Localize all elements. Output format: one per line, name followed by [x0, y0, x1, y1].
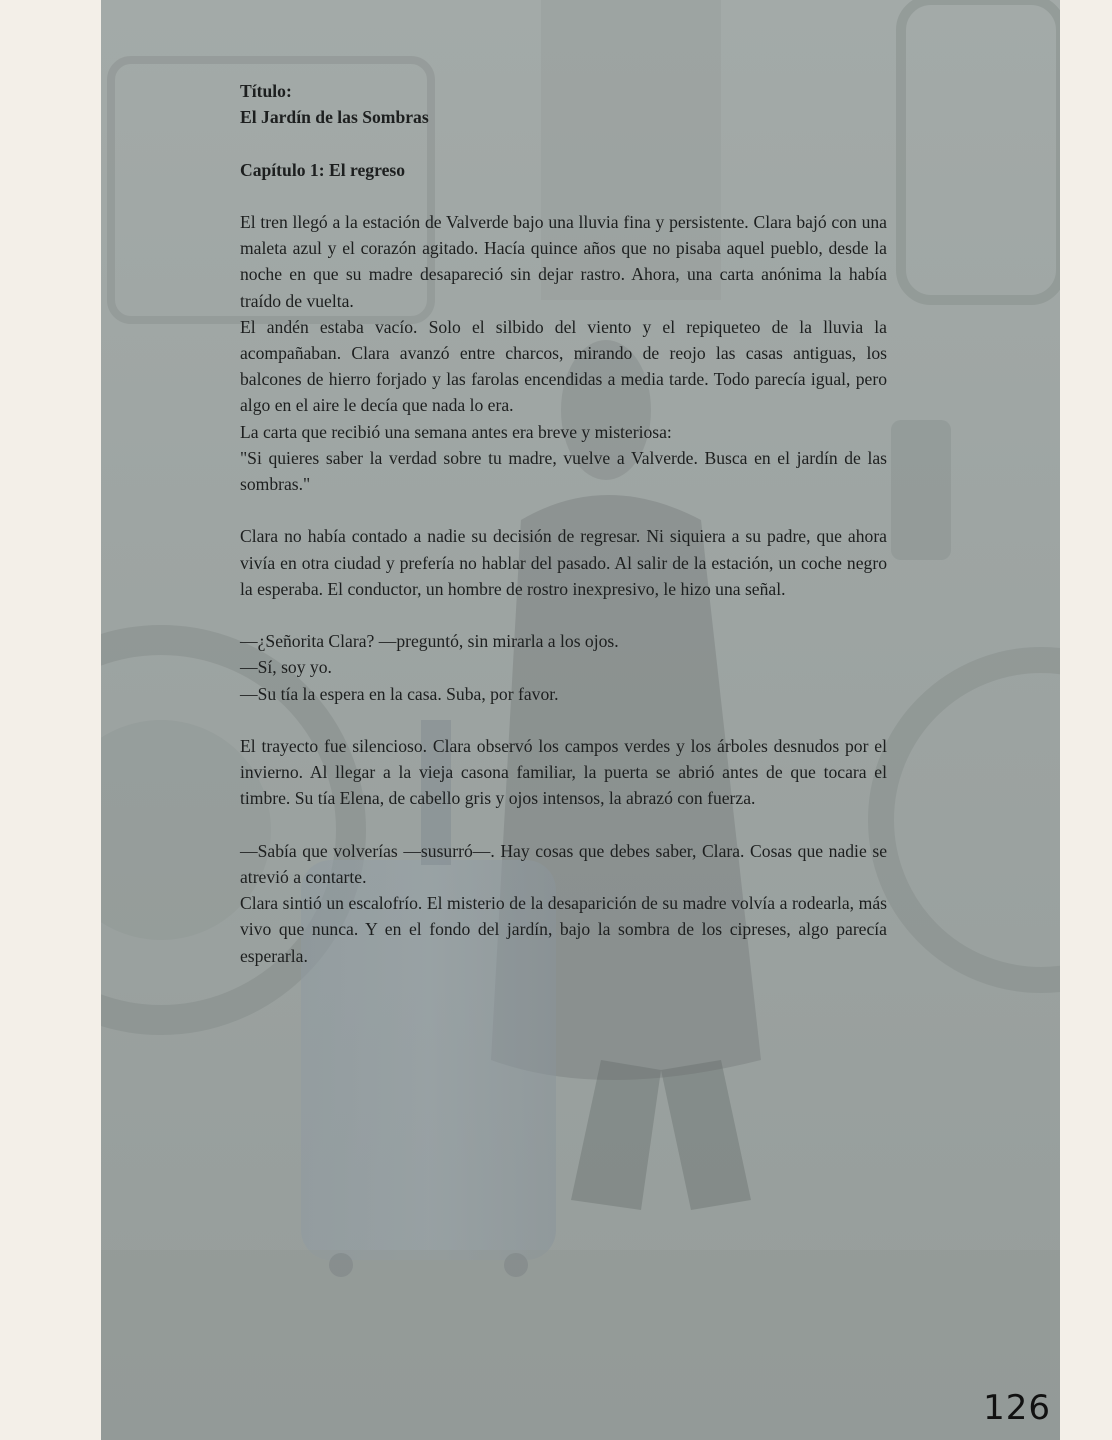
paragraph: Clara no había contado a nadie su decisión de regresar. Ni siquiera a su padre, que ahora vivía en otra ciudad y prefería no hablar del pasado. Al salir de la estación, un coche negro la esperaba. El conductor, un hombre de rostro inexpresivo, le hizo una señal.: [240, 526, 887, 599]
story-text: [240, 78, 887, 969]
book-title: El Jardín de las Sombras: [240, 107, 429, 128]
paragraph: El andén estaba vacío. Solo el silbido del viento y el repiqueteo de la lluvia la acompañaban. Clara avanzó entre charcos, mirando de reojo las casas antiguas, los balcones de hierro forjado y las farolas encendidas a media tarde. Todo parecía igual, pero algo en el aire le decía que nada lo era.: [240, 316, 887, 416]
dialogue-line: —Su tía la espera en la casa. Suba, por favor.: [240, 683, 559, 704]
paragraph: La carta que recibió una semana antes era breve y misteriosa:: [240, 421, 672, 442]
paragraph: El tren llegó a la estación de Valverde bajo una lluvia fina y persistente. Clara bajó con una maleta azul y el corazón agitado. Hacía quince años que no pisaba aquel pueblo, desde la noche en que su madre desapareció sin dejar rastro. Ahora, una carta anónima la había traído de vuelta.: [240, 211, 887, 311]
title-label: Título:: [240, 81, 292, 101]
dialogue-line: —¿Señorita Clara? —preguntó, sin mirarla a los ojos.: [240, 631, 619, 652]
paragraph: El trayecto fue silencioso. Clara observó los campos verdes y los árboles desnudos por el invierno. Al llegar a la vieja casona familiar, la puerta se abrió antes de que tocara el timbre. Su tía Elena, de cabello gris y ojos intensos, la abrazó con fuerza.: [240, 736, 887, 809]
paragraph: Clara sintió un escalofrío. El misterio de la desaparición de su madre volvía a rodearla, más vivo que nunca. Y en el fondo del jardín, bajo la sombra de los cipreses, algo parecía esperarla.: [240, 893, 887, 966]
dialogue-line: —Sabía que volverías —susurró—. Hay cosas que debes saber, Clara. Cosas que nadie se atrevió a contarte.: [240, 840, 887, 887]
page-number: 126: [983, 1388, 1051, 1428]
paragraph: "Si quieres saber la verdad sobre tu madre, vuelve a Valverde. Busca en el jardín de las sombras.": [240, 447, 887, 495]
chapter-heading: Capítulo 1: El regreso: [240, 159, 406, 180]
dialogue-line: —Sí, soy yo.: [240, 657, 332, 678]
